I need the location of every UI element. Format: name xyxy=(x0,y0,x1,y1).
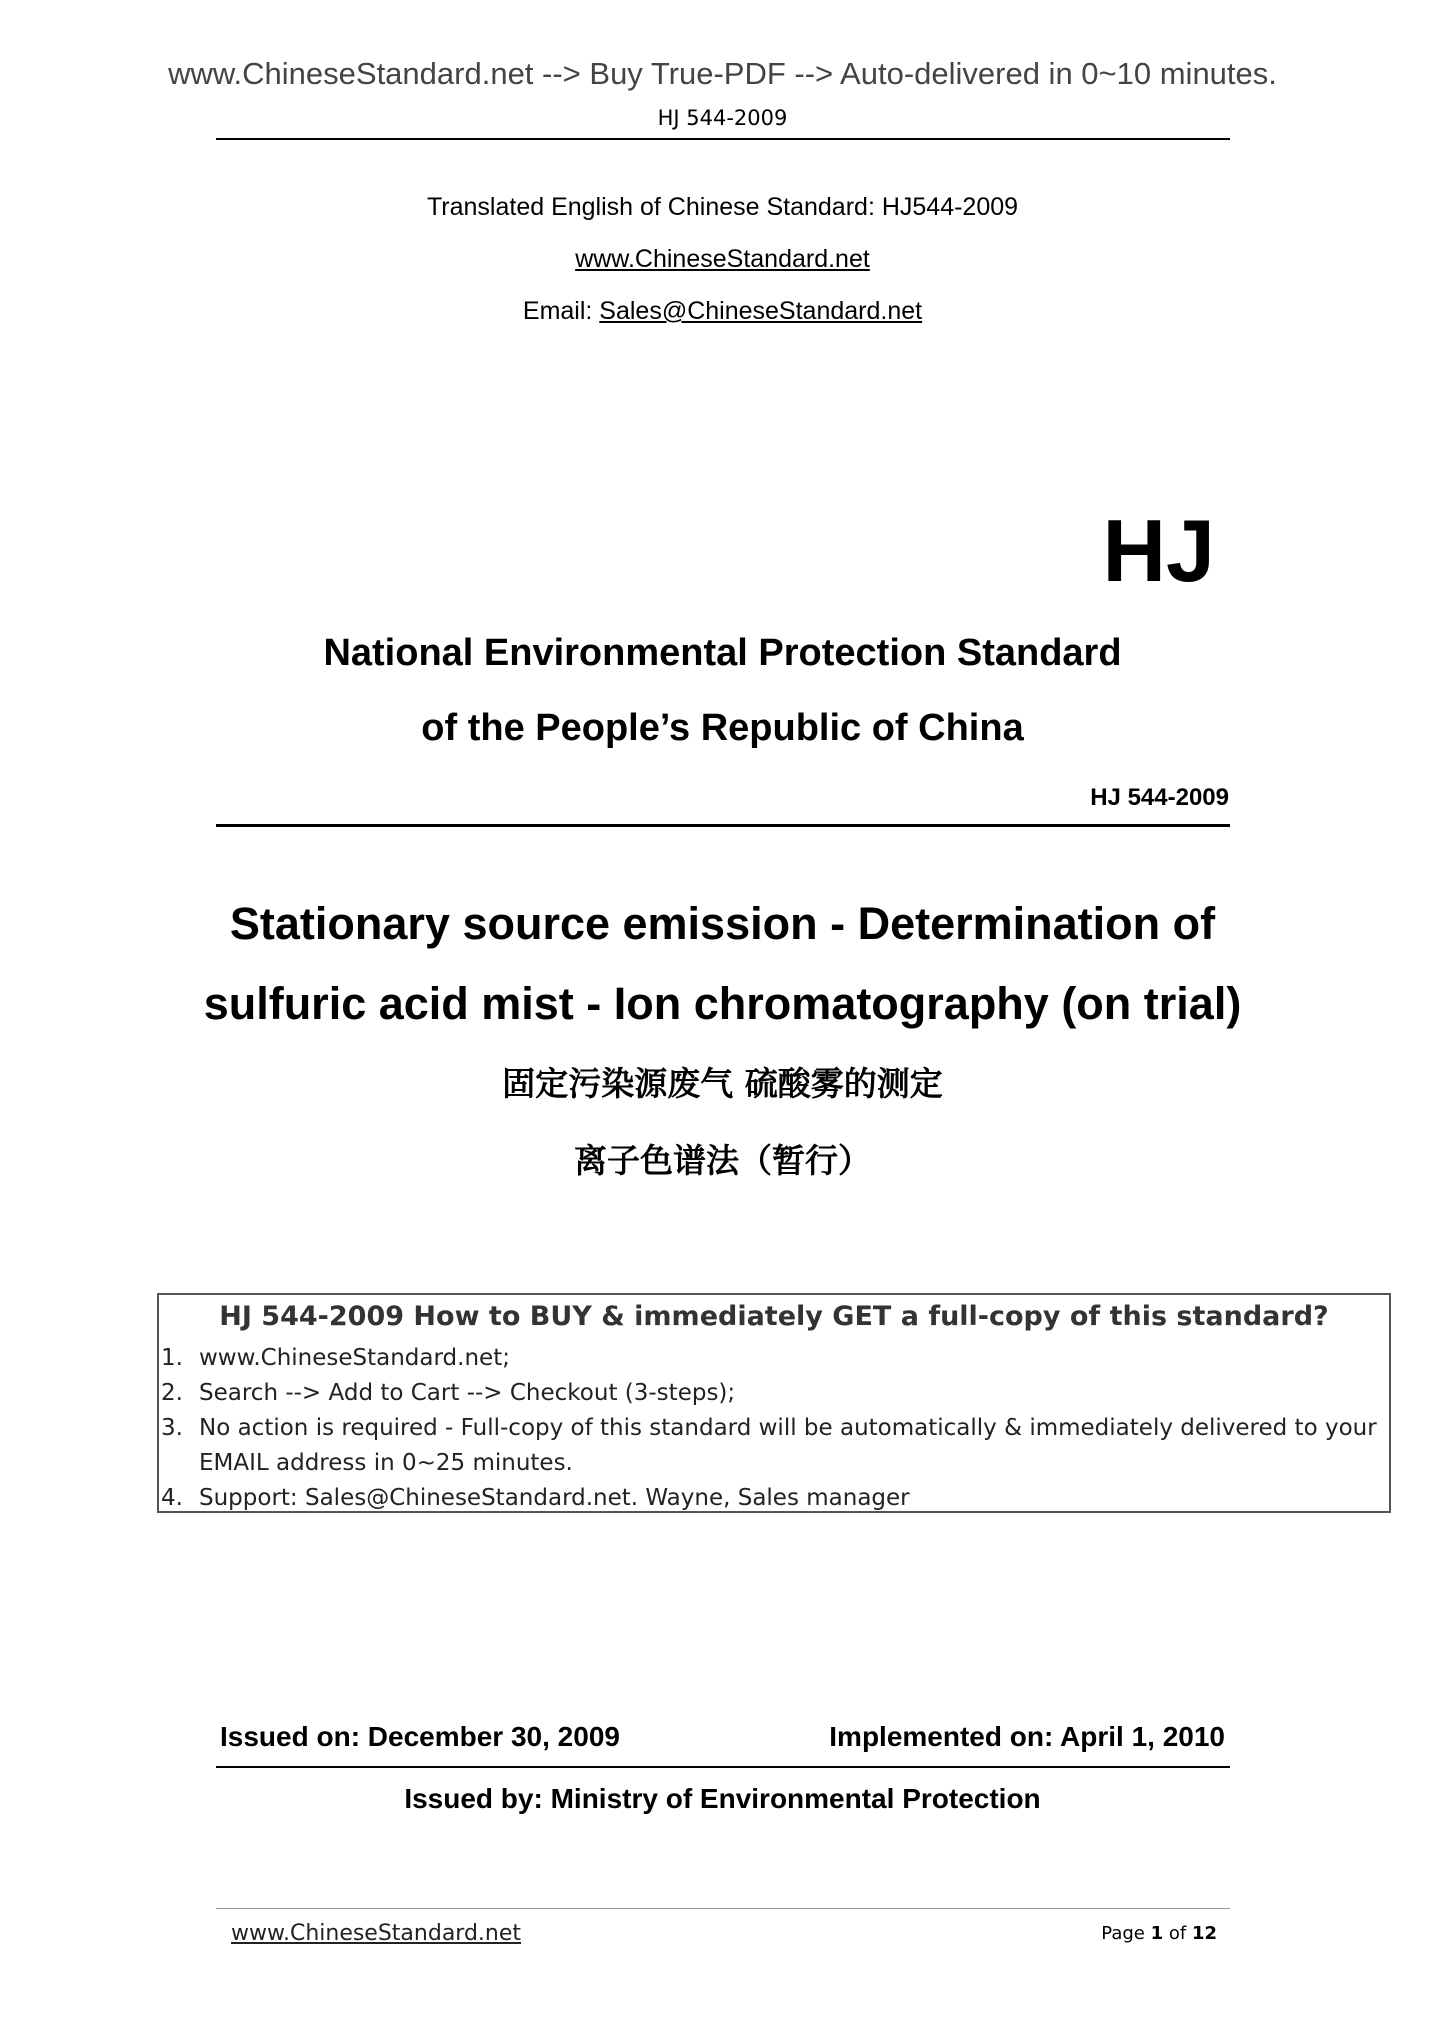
page-number: 1 xyxy=(1150,1923,1164,1944)
list-number: 1. xyxy=(161,1345,183,1371)
standard-mark: HJ xyxy=(1102,501,1215,600)
page-of: of xyxy=(1163,1923,1192,1944)
top-banner: www.ChineseStandard.net --> Buy True-PDF --> Auto-delivered in 0~10 minutes. xyxy=(168,56,1277,91)
email-label: Email: xyxy=(522,297,600,325)
purchase-info-title: HJ 544-2009 How to BUY & immediately GET a full-copy of this standard? xyxy=(219,1301,1329,1332)
org-title-line2: of the People’s Republic of China xyxy=(421,707,1024,749)
list-item xyxy=(161,1411,1379,1481)
doc-title-line2: sulfuric acid mist - Ion chromatography (on trial) xyxy=(203,978,1242,1029)
purchase-steps-list xyxy=(161,1341,1379,1516)
purchase-info-box xyxy=(157,1293,1391,1513)
footer-divider xyxy=(216,1908,1230,1909)
site-link[interactable]: www.ChineseStandard.net xyxy=(575,245,870,273)
chinese-title-line2: 离子色谱法（暂行） xyxy=(574,1141,871,1180)
title-divider xyxy=(216,824,1230,827)
page-total: 12 xyxy=(1191,1923,1217,1944)
standard-code: HJ 544-2009 xyxy=(1090,784,1229,811)
doc-title-line1: Stationary source emission - Determination of xyxy=(229,898,1216,949)
issuing-authority: Issued by: Ministry of Environmental Protection xyxy=(404,1783,1041,1814)
implemented-on-date: Implemented on: April 1, 2010 xyxy=(829,1721,1225,1752)
list-number: 4. xyxy=(161,1485,183,1511)
translated-note: Translated English of Chinese Standard: HJ544-2009 xyxy=(426,193,1019,221)
issued-on-date: Issued on: December 30, 2009 xyxy=(220,1721,620,1752)
list-item xyxy=(161,1481,1379,1516)
email-line xyxy=(0,297,1445,326)
list-item xyxy=(161,1341,1379,1376)
email-link[interactable]: Sales@ChineseStandard.net xyxy=(599,297,923,325)
header-code: HJ 544-2009 xyxy=(657,106,788,130)
header-divider xyxy=(216,138,1230,140)
org-title-line1: National Environmental Protection Standard xyxy=(323,632,1122,674)
list-text: Search --> Add to Cart --> Checkout (3-steps); xyxy=(199,1380,736,1406)
list-number: 2. xyxy=(161,1380,183,1406)
list-text: No action is required - Full-copy of this standard will be automatically & immediately delivered to your EMAIL address in 0~25 minutes. xyxy=(199,1415,1377,1476)
footer-site-link[interactable]: www.ChineseStandard.net xyxy=(231,1921,522,1946)
list-number: 3. xyxy=(161,1415,183,1441)
list-item xyxy=(161,1376,1379,1411)
list-text: www.ChineseStandard.net; xyxy=(199,1345,510,1371)
chinese-title-line1: 固定污染源废气 硫酸雾的测定 xyxy=(502,1064,943,1103)
page-prefix: Page xyxy=(1101,1923,1151,1944)
list-text: Support: Sales@ChineseStandard.net. Wayne, Sales manager xyxy=(199,1485,910,1511)
dates-divider xyxy=(216,1766,1230,1768)
page-indicator xyxy=(1101,1923,1217,1944)
